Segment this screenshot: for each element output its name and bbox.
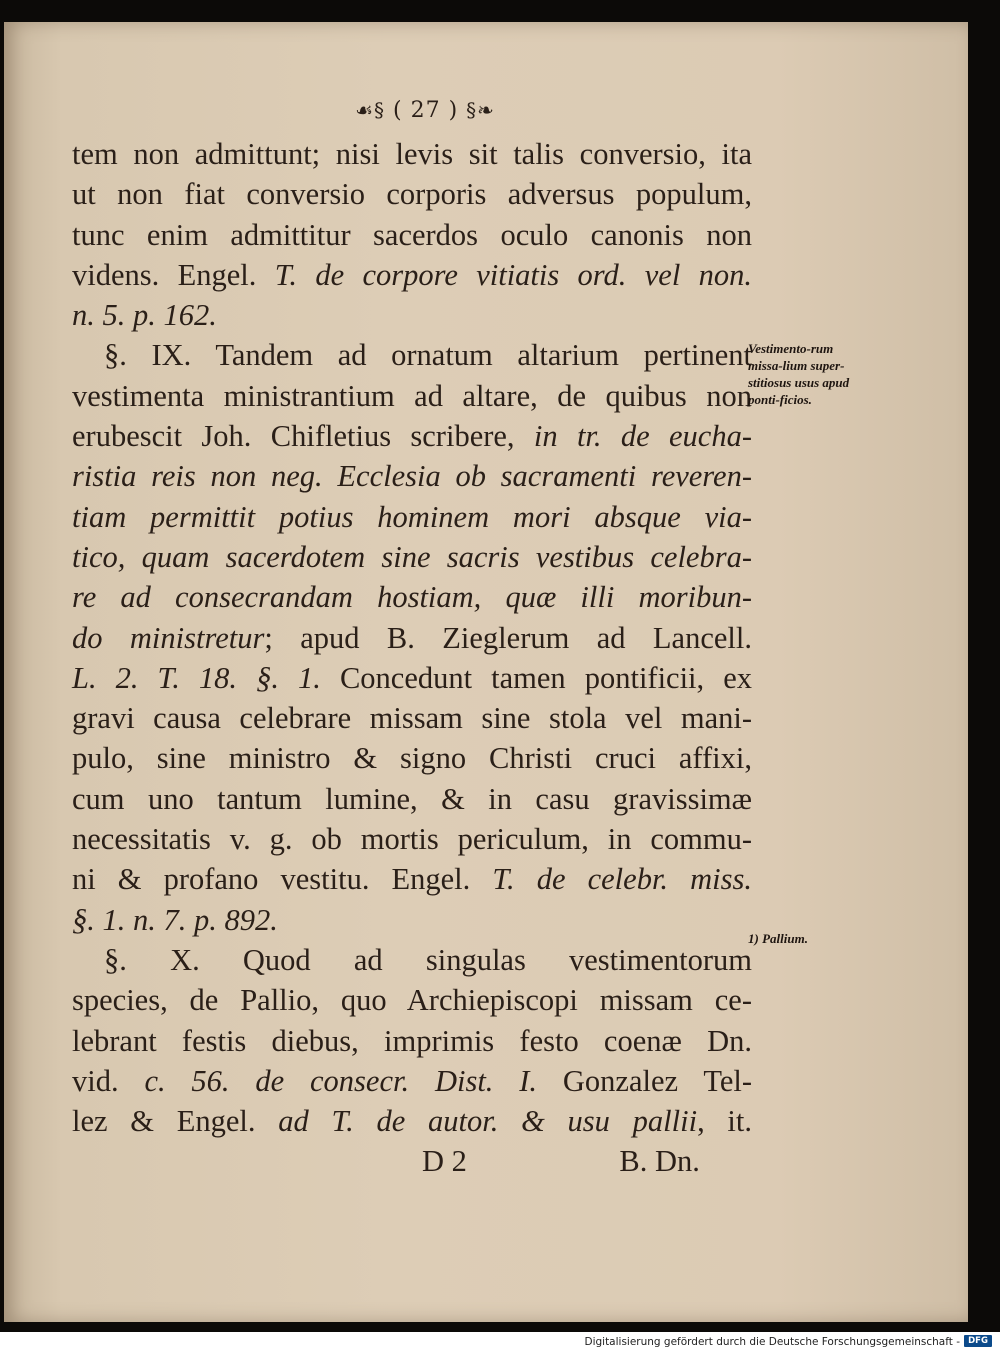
italic-text: c. 56. de consecr. Dist. I. [144,1063,538,1098]
italic-text: n. 5. p. 162. [72,298,217,333]
text-line [72,215,752,255]
text-line [72,376,752,416]
text-line [72,618,752,658]
roman-text: erubescit Joh. Chifletius scribere, [72,419,534,454]
roman-text: necessitatis v. g. ob mortis periculum, in commu- [72,822,752,857]
text-line [72,497,752,537]
text-line [72,980,752,1020]
roman-text: pulo, sine ministro & signo Christi cruci affixi, [72,741,752,776]
roman-text: gravi causa celebrare missam sine stola vel mani- [72,701,752,736]
text-line [72,940,752,980]
text-line [72,658,752,698]
italic-text: T. de corpore vitiatis ord. vel non. [274,257,752,292]
text-line [72,698,752,738]
roman-text: §. IX. Tandem ad ornatum altarium pertinent [104,338,752,373]
text-line [72,819,752,859]
roman-text: , it. [697,1104,752,1139]
roman-text: vestimenta ministrantium ad altare, de quibus non [72,378,752,413]
italic-text: ristia reis non neg. Ecclesia ob sacramenti reveren- [72,459,752,494]
roman-text: D 2 B. Dn. [422,1144,700,1179]
roman-text: lez & Engel. [72,1104,279,1139]
page-header [335,98,515,123]
italic-text: ad T. de autor. & usu pallii [278,1104,698,1139]
roman-text: species, de Pallio, quo Archiepiscopi missam ce- [72,983,752,1018]
roman-text: ut non fiat conversio corporis adversus populum, [72,177,752,212]
text-line [72,416,752,456]
italic-text: tiam permittit potius hominem mori absque via- [72,499,752,534]
text-line [72,859,752,899]
footer-credit: Digitalisierung gefördert durch die Deutsche Forschungsgemeinschaft - [584,1336,960,1348]
ornament-left-icon: ☙§ [355,98,385,122]
text-line [72,537,752,577]
page-number: ( 27 ) [393,98,459,123]
roman-text: Gonzalez Tel- [537,1063,752,1098]
text-line [72,174,752,214]
text-line [72,1061,752,1101]
text-line [72,1021,752,1061]
roman-text: §. X. Quod ad singulas vestimentorum [104,942,752,977]
text-line [72,1141,752,1181]
roman-text: ; apud B. Zieglerum ad Lancell. [264,620,752,655]
italic-text: do ministretur [72,620,265,655]
text-line [72,295,752,335]
italic-text: in tr. de eucha- [533,419,752,454]
roman-text: Concedunt tamen pontificii, ex [320,660,752,695]
roman-text: cum uno tantum lumine, & in casu gravissimæ [72,781,752,816]
italic-text: re ad consecrandam hostiam, quæ illi moribun- [72,580,752,615]
text-line [72,255,752,295]
italic-text: §. 1. n. 7. p. 892. [72,902,278,937]
italic-text: T. de celebr. miss. [492,862,752,897]
italic-text: tico, quam sacerdotem sine sacris vestibus celebra- [72,539,752,574]
roman-text: tunc enim admittitur sacerdos oculo canonis non [72,217,752,252]
text-line [72,1101,752,1141]
text-line [72,456,752,496]
margin-note-vestimenta: Vestimento-rum missa-lium super-stitiosus usus apud ponti-ficios. [748,341,850,407]
roman-text: ni & profano vestitu. Engel. [72,862,493,897]
dfg-logo: DFG [964,1335,992,1347]
text-line [72,134,752,174]
text-line [72,738,752,778]
text-line [72,335,752,375]
text-line [72,900,752,940]
text-line [72,577,752,617]
roman-text: videns. Engel. [72,257,275,292]
roman-text: vid. [72,1063,145,1098]
body-text [72,134,752,1182]
ornament-right-icon: §❧ [466,98,495,122]
text-line [72,779,752,819]
roman-text: lebrant festis diebus, imprimis festo coenæ Dn. [72,1023,752,1058]
roman-text: tem non admittunt; nisi levis sit talis conversio, ita [72,137,752,171]
margin-note-pallium: 1) Pallium. [748,931,808,946]
italic-text: L. 2. T. 18. §. 1. [72,660,321,695]
